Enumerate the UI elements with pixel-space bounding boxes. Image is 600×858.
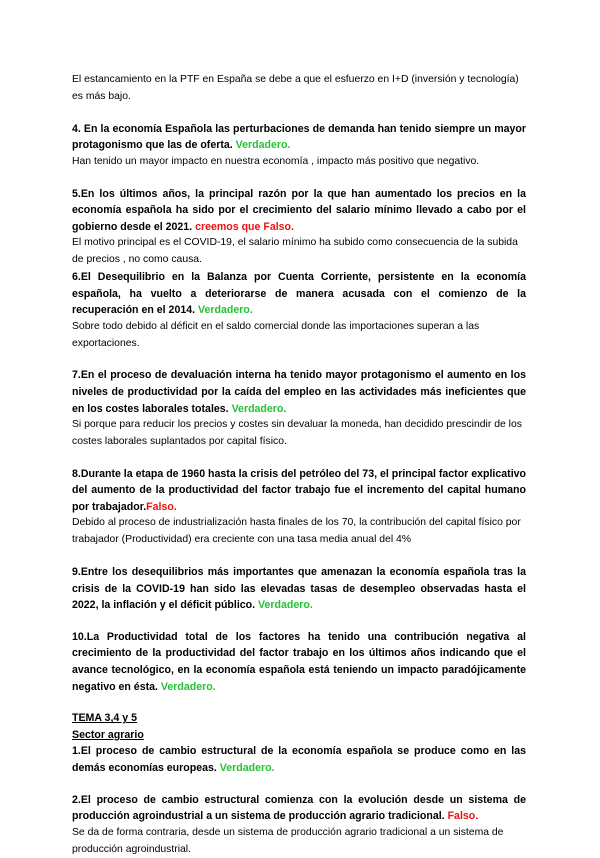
- subsection-title: Sector agrario: [72, 728, 144, 741]
- question-8: [72, 466, 526, 516]
- verdict-label: Verdadero.: [198, 304, 253, 317]
- verdict-label: Verdadero.: [235, 139, 291, 152]
- answer-note-8: Debido al proceso de industrialización hasta finales de los 70, la contribución del capital físico por trabajador (Productividad) era creciente con una tasa media anual del 4%: [72, 517, 521, 546]
- intro-note: El estancamiento en la PTF en España se debe a que el esfuerzo en I+D (inversión y tecnología) es más bajo.: [72, 74, 519, 102]
- document-content: [72, 72, 526, 858]
- verdict-label: Falso.: [146, 500, 177, 513]
- question-7: [72, 367, 526, 417]
- answer-note-6: Sobre todo debido al déficit en el saldo comercial donde las importaciones superan a las exportaciones.: [72, 320, 480, 349]
- verdict-label: Verdadero.: [231, 402, 287, 415]
- question-9: [72, 564, 526, 614]
- verdict-label: Verdadero.: [258, 599, 313, 612]
- answer-note-5: El motivo principal es el COVID-19, el salario mínimo ha subido como consecuencia de la subida de precios , no como causa.: [72, 237, 518, 266]
- agrario-answer-note-2: Se da de forma contraria, desde un sistema de producción agrario tradicional a un sistema de producción agroindustrial.: [72, 826, 504, 855]
- verdict-label: Verdadero.: [219, 762, 275, 775]
- question-text: 1.El proceso de cambio estructural de la economía española se produce como en las demás economías europeas.: [72, 745, 526, 775]
- answer-note-7: Si porque para reducir los precios y costes sin devaluar la moneda, han decidido prescindir de los costes laborales suplantados por capital físico.: [72, 419, 522, 447]
- question-text: 7.En el proceso de devaluación interna ha tenido mayor protagonismo el aumento en los niveles de productividad por la caída del empleo en las actividades más ineficientes que en los costes laborales totales.: [72, 369, 526, 415]
- question-text: 5.En los últimos años, la principal razón por la que han aumentado los precios en la economía española ha sido por el crecimiento del salario mínimo llevado a cabo por el gobierno desde el 2021.: [72, 187, 526, 233]
- agrario-question-2: [72, 792, 526, 825]
- verdict-label: Falso.: [447, 810, 479, 823]
- agrario-question-1: [72, 743, 526, 776]
- question-text: 4. En la economía Española las perturbaciones de demanda han tenido siempre un mayor protagonismo que las de oferta.: [72, 122, 526, 152]
- question-4: [72, 121, 526, 154]
- question-text: 6.El Desequilibrio en la Balanza por Cuenta Corriente, persistente en la economía española, ha vuelto a deteriorarse de manera acusada con el comienzo de la recuperación en el 2014.: [72, 270, 526, 317]
- verdict-label: creemos que Falso.: [195, 220, 294, 233]
- question-5: [72, 186, 526, 236]
- question-text: 9.Entre los desequilibrios más importantes que amenazan la economía española tras la crisis de la COVID-19 han sido las elevadas tasas de desempleo observadas hasta el 2022, la inflación y el déficit público.: [72, 566, 526, 612]
- question-6: [72, 269, 526, 319]
- answer-note-4: Han tenido un mayor impacto en nuestra economía , impacto más positivo que negativo.: [72, 155, 480, 167]
- section-title: TEMA 3,4 y 5: [72, 712, 137, 725]
- question-text: 8.Durante la etapa de 1960 hasta la crisis del petróleo del 73, el principal factor explicativo del aumento de la productividad del factor trabajo fue el incremento del capital humano por trabajador.: [72, 467, 526, 513]
- question-text: 2.El proceso de cambio estructural comienza con la evolución desde un sistema de producción agroindustrial a un sistema de producción agrario tradicional.: [72, 793, 526, 823]
- question-10: [72, 629, 526, 695]
- question-text: 10.La Productividad total de los factores ha tenido una contribución negativa al crecimiento de la productividad del factor trabajo en los últimos años indicando que el avance tecnológico, en la economía española está teniendo un impacto paradójicamente negativo en ésta.: [72, 630, 526, 693]
- verdict-label: Verdadero.: [160, 680, 216, 693]
